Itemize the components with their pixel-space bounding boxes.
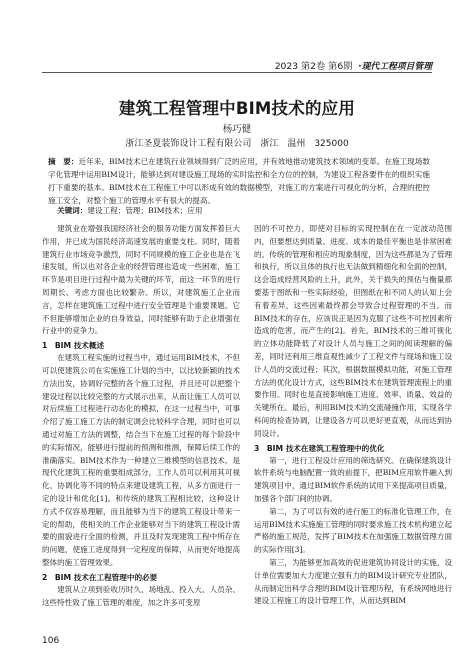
author: 杨巧健 [222, 124, 252, 135]
keywords-label: 关键词： [57, 206, 88, 215]
body-paragraph: 建筑从立项到验收历时久、场地乱、投入大、人员杂、这些特性致了施工管理的难度，加之许多可变原 [42, 584, 240, 607]
journal-header [275, 58, 432, 72]
header-rule [42, 72, 432, 73]
body-paragraph: 建筑业在增强我国经济社会的服务功能方面发挥着巨大作用，并已成为国民经济高速发展的重要支柱。同时，随着建筑行业市场竞争激烈，同时不同规模的施工企业也是在飞速发展，所以也对各企业的经营管理也造成一些困难，施工环节是项目进行过程中最为关键的环节，而这一环节的进行周期长、考虑方面也比较繁杂。所以，对建筑施工企业而言，怎样在建筑施工过程中进行安全管理是个重要课题。它不但能够增加企业的自身效益，同时能够有助于企业增强在行业中的竞争力。 [42, 224, 240, 336]
body-paragraph: 因的不可控力，即使对目标的实现控制在在一定波动范围内，但要想达到质量、进度、成本的最佳平衡也是非常困难的。传统的管理和相应的现象制度，因为这些都是为了管理和执行，所以且体的执行也无法做到精细化和全面的控制，这会造成经营风险的上升，此外，关于损失的预估与衡量都要基于图纸和一些实际经验，但图纸在和不同人的认知上会有着差异，这些因素最终都会导致合过程管理的不当。而BIM技术的存在，应该说正是因为克服了这些不可控因素所造成的危害，而产生的[2]。首先，BIM技术的三维可视化的立体功能降低了对设计人员与施工之间的阅读理解的偏差，同时还利用三维直观性减少了工程文件与现场和施工设计人员的交流过程；其次，根据数据模拟功能，对施工管理方法的优化设计方式，这些BIM技术在建筑管理流程上的重要作用。同时也是直接影响施工进度、效率、质量、效益的关键所在。最后，利用BIM技术的交流碰撞作用，实现各学科间的检查协调，让建设各方可以更好更直观，从而达到协同设计。 [254, 224, 452, 438]
keywords-text: 建设工程；管理；BIM技术；应用 [87, 206, 203, 215]
body-paragraph: 第一，进行工程设计应用的筛选研究。在确保建筑设计软件系统与电脑配置一致的前提下，把BIM应用软件融入到建筑项目中，通过BIM软件系统的试用下来提高项目质量，加强各个部门间的协调。 [254, 455, 452, 503]
affiliation: 浙江圣夏装饰设计工程有限公司 浙江 温州 325000 [125, 139, 349, 149]
section-heading: 2 BIM 技术在工程管理中的必要 [42, 572, 158, 582]
page-number: 106 [42, 636, 60, 646]
journal-name: ·现代工程项目管理 [358, 62, 432, 72]
issue-info: 2023 第2卷 第6期 [274, 61, 353, 72]
abstract-text: 近年来，BIM技术已在建筑行业领域得到广泛的应用，并有效地推动建筑技术领域的变革。在施工现场数字化管理中运用BIM设计，能够达到对建设施工现场的实时监控和全方位的控制，为建设工程各要件在的组织实施打下重要的基本。BIM技术在工程施工中可以形成有效的数据模型，对施工的方案进行可视化的分析，合理的把控施工安全，对整个施工的管理水平有很大的提高。 [48, 157, 431, 205]
body-paragraph: 第三，为能够更加高效的促进建筑协同设计的实施，设计单位需要加大力度建立强有力的BIM设计研究专业团队，从而制定出科学合理的BIM设计管理历程，有系统网地进行建设工程施工的设计管理工作，从而达到BIM [254, 557, 452, 606]
left-column [42, 223, 240, 609]
keywords [57, 205, 430, 216]
body-paragraph: 在建筑工程实施的过程当中，通过运用BIM技术，不但可以使建筑公司在实施施工计划的当中，以比较新颖的技术方法出发，协调好完整的各个施工过程，并且还可以把整个建设过程以比较完整的方式展示出来，从而让施工人员可以对后续施工过程进行动态化的模拟，在这一过程当中，可事介绍了施工施工方法的制定调会比较科学合理，同时也可以通过对施工方法的调整，结合当下在施工过程的每个阶段中的实际情况，能够进行提前的预测和推测，保障后续工作的准确落实。BIM技术作为一种建立三维模型的信息技术，是现代化建筑工程的重要组成部分，工作人员可以利用其可视化、协调化等不同的特点来建设建筑工程，从多方面进行一定的设计和优化[1]。和传统的建筑工程相比较，这种设计方式不仅容易理解，而且能够为当下的建筑工程设计带来一定的帮助，使相关的工作企业能够对当下的建筑工程设计需要的面貌进行全面的检测，并且及时发现建筑工程中所存在的问题，使施工进度得到一定程度的保障，从而更好地提高整体的施工管理效果。 [42, 353, 240, 567]
abstract-label: 摘 要： [48, 157, 79, 166]
right-column [254, 223, 452, 608]
body-paragraph: 第二，为了可以有效的进行施工的标准化管理工作，在运用BIM技术实施施工管理的同时要求施工技术机构建立起严格的施工规范，发挥了BIM技术在加强施工数据管理方面的实际作用[3]。 [254, 506, 452, 555]
article-title: 建筑工程管理中BIM技术的应用 [118, 99, 356, 118]
section-heading: 3 BIM 技术在建筑工程管理中的优化 [254, 443, 385, 453]
section-heading: 1 BIM 技术概述 [42, 341, 105, 351]
abstract [48, 155, 430, 207]
